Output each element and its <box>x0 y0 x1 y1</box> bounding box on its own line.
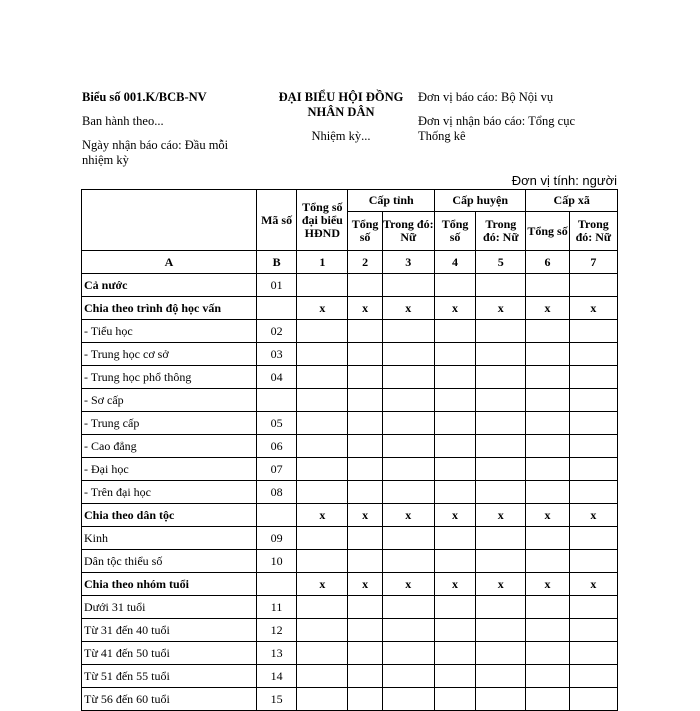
row-label: - Cao đẳng <box>82 435 257 458</box>
header-total: Tổng số đại biểu HĐND <box>297 190 348 251</box>
row-label: Dưới 31 tuổi <box>82 596 257 619</box>
data-cell[interactable] <box>526 665 569 688</box>
table-row <box>82 596 618 619</box>
row-label: Từ 31 đến 40 tuổi <box>82 619 257 642</box>
data-cell[interactable]: x <box>348 297 382 320</box>
column-letter: 2 <box>348 251 382 274</box>
data-cell[interactable] <box>569 619 617 642</box>
header-district-total: Tổng số <box>434 212 475 251</box>
data-cell[interactable]: x <box>476 573 526 596</box>
data-cell[interactable]: x <box>569 504 617 527</box>
row-code: 01 <box>256 274 296 297</box>
row-label: Từ 51 đến 55 tuổi <box>82 665 257 688</box>
data-cell[interactable]: x <box>434 573 475 596</box>
data-cell[interactable] <box>348 596 382 619</box>
data-cell[interactable] <box>348 274 382 297</box>
row-code: 11 <box>256 596 296 619</box>
data-cell[interactable] <box>434 596 475 619</box>
row-label: Chia theo nhóm tuổi <box>82 573 257 596</box>
data-cell[interactable] <box>382 343 434 366</box>
row-label: - Tiểu học <box>82 320 257 343</box>
data-cell[interactable] <box>434 458 475 481</box>
data-cell[interactable] <box>569 642 617 665</box>
data-cell[interactable] <box>526 619 569 642</box>
header-left <box>82 90 257 177</box>
data-cell[interactable] <box>526 343 569 366</box>
table-row <box>82 665 618 688</box>
data-cell[interactable]: x <box>476 297 526 320</box>
data-cell[interactable] <box>348 389 382 412</box>
data-cell[interactable] <box>297 458 348 481</box>
row-label: Chia theo trình độ học vấn <box>82 297 257 320</box>
header-right <box>418 90 608 153</box>
data-cell[interactable] <box>526 320 569 343</box>
data-cell[interactable] <box>434 619 475 642</box>
table-row <box>82 619 618 642</box>
header-commune-total: Tổng số <box>526 212 569 251</box>
table-row <box>82 435 618 458</box>
data-cell[interactable] <box>526 412 569 435</box>
data-cell[interactable] <box>526 366 569 389</box>
data-cell[interactable] <box>569 527 617 550</box>
receive-date: Ngày nhận báo cáo: Đầu mỗi nhiệm kỳ <box>82 138 229 167</box>
data-cell[interactable] <box>297 665 348 688</box>
data-cell[interactable] <box>297 366 348 389</box>
form-number: Biểu số 001.K/BCB-NV <box>82 90 207 104</box>
term-label: Nhiệm kỳ... <box>311 129 371 143</box>
row-code: 09 <box>256 527 296 550</box>
data-cell[interactable] <box>348 619 382 642</box>
data-cell[interactable] <box>526 458 569 481</box>
data-cell[interactable] <box>348 688 382 711</box>
data-cell[interactable] <box>569 389 617 412</box>
data-cell[interactable] <box>297 435 348 458</box>
header-commune: Cấp xã <box>526 190 618 212</box>
data-cell[interactable] <box>569 596 617 619</box>
report-table <box>81 189 618 711</box>
data-cell[interactable] <box>348 458 382 481</box>
table-row <box>82 274 618 297</box>
row-label: - Trung học cơ sở <box>82 343 257 366</box>
data-cell[interactable] <box>348 527 382 550</box>
row-code <box>256 573 296 596</box>
data-cell[interactable] <box>348 343 382 366</box>
column-letter: 6 <box>526 251 569 274</box>
column-letter: A <box>82 251 257 274</box>
data-cell[interactable] <box>434 412 475 435</box>
column-letter: 4 <box>434 251 475 274</box>
data-cell[interactable] <box>569 481 617 504</box>
header-blank <box>82 190 257 251</box>
data-cell[interactable]: x <box>382 297 434 320</box>
column-letter: B <box>256 251 296 274</box>
data-cell[interactable]: x <box>476 504 526 527</box>
data-cell[interactable] <box>476 274 526 297</box>
unit-label: Đơn vị tính: người <box>511 173 617 188</box>
data-cell[interactable] <box>348 481 382 504</box>
row-label: Chia theo dân tộc <box>82 504 257 527</box>
data-cell[interactable] <box>476 550 526 573</box>
header-province-total: Tổng số <box>348 212 382 251</box>
row-code <box>256 389 296 412</box>
table-body <box>82 274 618 711</box>
data-cell[interactable]: x <box>348 504 382 527</box>
data-cell[interactable]: x <box>526 504 569 527</box>
data-cell[interactable] <box>434 688 475 711</box>
data-cell[interactable] <box>348 366 382 389</box>
data-cell[interactable] <box>348 665 382 688</box>
data-cell[interactable] <box>382 665 434 688</box>
row-label: - Trung học phổ thông <box>82 366 257 389</box>
data-cell[interactable] <box>382 366 434 389</box>
issued-by: Ban hành theo... <box>82 114 164 128</box>
row-code: 03 <box>256 343 296 366</box>
data-cell[interactable] <box>297 274 348 297</box>
data-cell[interactable] <box>382 389 434 412</box>
data-cell[interactable]: x <box>526 297 569 320</box>
data-cell[interactable]: x <box>297 297 348 320</box>
row-label: Từ 56 đến 60 tuổi <box>82 688 257 711</box>
table-row <box>82 458 618 481</box>
data-cell[interactable] <box>476 366 526 389</box>
row-label: Dân tộc thiểu số <box>82 550 257 573</box>
table-row <box>82 320 618 343</box>
table-row <box>82 389 618 412</box>
table-row <box>82 573 618 596</box>
data-cell[interactable] <box>526 274 569 297</box>
data-cell[interactable] <box>476 458 526 481</box>
data-cell[interactable] <box>476 527 526 550</box>
data-cell[interactable] <box>348 320 382 343</box>
document-title: ĐẠI BIỂU HỘI ĐỒNG NHÂN DÂN <box>278 90 404 119</box>
table-row <box>82 412 618 435</box>
data-cell[interactable] <box>476 665 526 688</box>
column-letter: 3 <box>382 251 434 274</box>
data-cell[interactable] <box>297 320 348 343</box>
data-cell[interactable] <box>297 527 348 550</box>
row-code: 08 <box>256 481 296 504</box>
table-row <box>82 297 618 320</box>
data-cell[interactable] <box>434 481 475 504</box>
data-cell[interactable] <box>434 642 475 665</box>
data-cell[interactable] <box>526 596 569 619</box>
data-cell[interactable] <box>476 481 526 504</box>
data-cell[interactable] <box>569 320 617 343</box>
data-cell[interactable] <box>434 435 475 458</box>
table-row <box>82 504 618 527</box>
data-cell[interactable] <box>297 619 348 642</box>
data-cell[interactable] <box>476 412 526 435</box>
data-cell[interactable] <box>434 366 475 389</box>
data-cell[interactable] <box>476 389 526 412</box>
table-row <box>82 527 618 550</box>
data-cell[interactable] <box>476 619 526 642</box>
row-label: Kinh <box>82 527 257 550</box>
data-cell[interactable]: x <box>348 573 382 596</box>
row-code: 07 <box>256 458 296 481</box>
row-code: 14 <box>256 665 296 688</box>
data-cell[interactable] <box>526 688 569 711</box>
header-province: Cấp tỉnh <box>348 190 434 212</box>
header-district: Cấp huyện <box>434 190 526 212</box>
data-cell[interactable] <box>382 550 434 573</box>
data-cell[interactable] <box>297 343 348 366</box>
data-cell[interactable] <box>297 688 348 711</box>
data-cell[interactable] <box>569 458 617 481</box>
row-label: - Sơ cấp <box>82 389 257 412</box>
data-cell[interactable] <box>569 665 617 688</box>
data-cell[interactable] <box>382 688 434 711</box>
column-letter: 1 <box>297 251 348 274</box>
row-label: - Đại học <box>82 458 257 481</box>
data-cell[interactable] <box>434 343 475 366</box>
data-cell[interactable] <box>348 412 382 435</box>
row-code: 12 <box>256 619 296 642</box>
data-cell[interactable] <box>382 527 434 550</box>
data-cell[interactable]: x <box>434 297 475 320</box>
header-commune-female: Trong đó: Nữ <box>569 212 617 251</box>
data-cell[interactable] <box>476 343 526 366</box>
row-label: Từ 41 đến 50 tuổi <box>82 642 257 665</box>
row-label: Cả nước <box>82 274 257 297</box>
data-cell[interactable] <box>297 642 348 665</box>
header-province-female: Trong đó: Nữ <box>382 212 434 251</box>
column-letter: 7 <box>569 251 617 274</box>
header-district-female: Trong đó: Nữ <box>476 212 526 251</box>
row-code: 10 <box>256 550 296 573</box>
reporting-unit: Đơn vị báo cáo: Bộ Nội vụ <box>418 90 554 104</box>
data-cell[interactable] <box>348 642 382 665</box>
data-cell[interactable] <box>526 527 569 550</box>
data-cell[interactable] <box>297 550 348 573</box>
data-cell[interactable] <box>476 688 526 711</box>
data-cell[interactable] <box>382 619 434 642</box>
table-row <box>82 366 618 389</box>
data-cell[interactable] <box>569 366 617 389</box>
data-cell[interactable] <box>526 550 569 573</box>
header-code: Mã số <box>256 190 296 251</box>
data-cell[interactable] <box>434 550 475 573</box>
table-row <box>82 688 618 711</box>
data-cell[interactable] <box>526 435 569 458</box>
data-cell[interactable] <box>569 412 617 435</box>
table-row <box>82 642 618 665</box>
data-cell[interactable] <box>434 527 475 550</box>
data-cell[interactable] <box>569 274 617 297</box>
data-cell[interactable] <box>569 435 617 458</box>
receiving-unit: Đơn vị nhận báo cáo: Tổng cục Thống kê <box>418 114 576 143</box>
data-cell[interactable] <box>382 435 434 458</box>
data-cell[interactable] <box>476 435 526 458</box>
data-cell[interactable] <box>476 642 526 665</box>
data-cell[interactable] <box>382 320 434 343</box>
data-cell[interactable] <box>569 688 617 711</box>
header-center <box>266 90 416 144</box>
row-code: 15 <box>256 688 296 711</box>
data-cell[interactable] <box>476 320 526 343</box>
row-label: - Trung cấp <box>82 412 257 435</box>
data-cell[interactable] <box>526 389 569 412</box>
column-letters-row <box>82 251 618 274</box>
data-cell[interactable] <box>434 389 475 412</box>
row-code: 13 <box>256 642 296 665</box>
data-cell[interactable] <box>382 458 434 481</box>
row-code: 06 <box>256 435 296 458</box>
data-cell[interactable] <box>382 274 434 297</box>
row-code: 02 <box>256 320 296 343</box>
data-cell[interactable] <box>382 412 434 435</box>
data-cell[interactable] <box>476 596 526 619</box>
data-cell[interactable]: x <box>526 573 569 596</box>
table-row <box>82 550 618 573</box>
data-cell[interactable] <box>569 343 617 366</box>
data-cell[interactable]: x <box>382 573 434 596</box>
row-code <box>256 504 296 527</box>
data-cell[interactable] <box>434 274 475 297</box>
data-cell[interactable] <box>526 481 569 504</box>
column-letter: 5 <box>476 251 526 274</box>
data-cell[interactable]: x <box>382 504 434 527</box>
data-cell[interactable]: x <box>434 504 475 527</box>
data-cell[interactable] <box>382 596 434 619</box>
data-cell[interactable] <box>297 596 348 619</box>
data-cell[interactable] <box>434 320 475 343</box>
data-cell[interactable] <box>297 481 348 504</box>
row-code: 04 <box>256 366 296 389</box>
data-cell[interactable] <box>297 389 348 412</box>
row-label: - Trên đại học <box>82 481 257 504</box>
data-cell[interactable] <box>526 642 569 665</box>
data-cell[interactable]: x <box>297 504 348 527</box>
data-cell[interactable] <box>348 550 382 573</box>
data-cell[interactable] <box>297 412 348 435</box>
data-cell[interactable] <box>569 550 617 573</box>
data-cell[interactable]: x <box>569 573 617 596</box>
data-cell[interactable]: x <box>297 573 348 596</box>
data-cell[interactable] <box>348 435 382 458</box>
table-row <box>82 481 618 504</box>
table-row <box>82 343 618 366</box>
data-cell[interactable] <box>434 665 475 688</box>
row-code <box>256 297 296 320</box>
row-code: 05 <box>256 412 296 435</box>
data-cell[interactable] <box>382 481 434 504</box>
data-cell[interactable] <box>382 642 434 665</box>
data-cell[interactable]: x <box>569 297 617 320</box>
